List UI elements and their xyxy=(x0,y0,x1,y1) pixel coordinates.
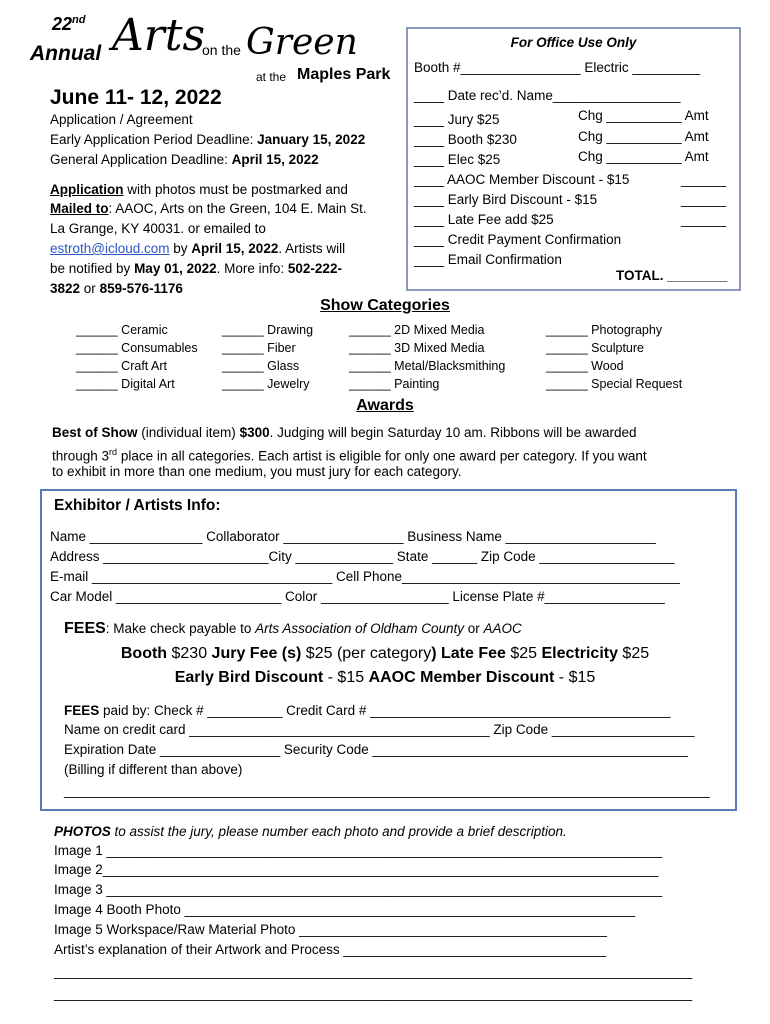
fees-paid-line[interactable]: FEES paid by: Check # __________ Credit Card # ________________________________________ xyxy=(64,703,671,718)
exhibitor-title: Exhibitor / Artists Info: xyxy=(54,497,221,514)
office-aaoc: ____ AAOC Member Discount - $15 xyxy=(414,172,630,187)
awards-title: Awards xyxy=(356,397,414,414)
category-fiber[interactable]: ______ Fiber xyxy=(222,341,296,355)
annual-number: 22nd xyxy=(52,14,86,34)
logo-park: Maples Park xyxy=(297,66,391,83)
exhibitor-car-line[interactable]: Car Model ______________________ Color _________________ License Plate #________________ xyxy=(50,589,665,604)
category-wood[interactable]: ______ Wood xyxy=(546,359,624,373)
category-glass[interactable]: ______ Glass xyxy=(222,359,300,373)
image-4-line[interactable]: Image 4 Booth Photo ____________________________________________________________ xyxy=(54,902,636,917)
general-deadline: General Application Deadline: April 15, 2022 xyxy=(50,152,319,167)
office-booth-chg: Chg __________ Amt xyxy=(578,129,709,144)
awards-line-2: through 3rd place in all categories. Each artist is eligible for only one award per category. If you want xyxy=(52,447,647,464)
application-instructions-1: Application with photos must be postmarked and xyxy=(50,182,348,197)
email-link[interactable]: estroth@icloud.com xyxy=(50,241,170,256)
billing-line[interactable]: ______________________________________________________________________________________ xyxy=(64,783,710,798)
expiration-line[interactable]: Expiration Date ________________ Security Code __________________________________________ xyxy=(64,742,688,757)
office-late-blank: ______ xyxy=(681,212,727,227)
billing-note: (Billing if different than above) xyxy=(64,762,243,777)
category-painting[interactable]: ______ Painting xyxy=(349,377,440,391)
image-3-line[interactable]: Image 3 __________________________________________________________________________ xyxy=(54,882,663,897)
category-jewelry[interactable]: ______ Jewelry xyxy=(222,377,310,391)
category-sculpture[interactable]: ______ Sculpture xyxy=(546,341,644,355)
event-dates: June 11- 12, 2022 xyxy=(50,86,222,109)
application-instructions-3: La Grange, KY 40031. or emailed to xyxy=(50,221,266,236)
office-aaoc-blank: ______ xyxy=(681,172,727,187)
application-instructions-6: 3822 or 859-576-1176 xyxy=(50,281,183,296)
awards-line-1: Best of Show (individual item) $300. Judging will begin Saturday 10 am. Ribbons will be awarded xyxy=(52,425,637,440)
office-jury-chg: Chg __________ Amt xyxy=(578,108,709,123)
image-5-line[interactable]: Image 5 Workspace/Raw Material Photo _________________________________________ xyxy=(54,922,607,937)
categories-title: Show Categories xyxy=(320,297,450,314)
category-digital-art[interactable]: ______ Digital Art xyxy=(76,377,175,391)
credit-card-name-line[interactable]: Name on credit card ________________________________________ Zip Code ___________________ xyxy=(64,722,695,737)
category-consumables[interactable]: ______ Consumables xyxy=(76,341,198,355)
awards-line-3: to exhibit in more than one medium, you must jury for each category. xyxy=(52,464,462,479)
photos-instructions: PHOTOS to assist the jury, please number each photo and provide a brief description. xyxy=(54,824,567,839)
category-column-3 xyxy=(349,321,505,393)
office-title: For Office Use Only xyxy=(510,35,637,50)
application-instructions-4: estroth@icloud.com by April 15, 2022. Artists will xyxy=(50,241,346,256)
office-booth-electric: Booth #________________ Electric _________ xyxy=(414,60,700,75)
fees-instructions: FEES: Make check payable to Arts Association of Oldham County or AAOC xyxy=(64,620,522,637)
logo-green: Green xyxy=(246,22,358,63)
category-drawing[interactable]: ______ Drawing xyxy=(222,323,314,337)
category-column-4 xyxy=(546,321,682,393)
image-2-line[interactable]: Image 2__________________________________________________________________________ xyxy=(54,862,659,877)
office-email: ____ Email Confirmation xyxy=(414,252,562,267)
application-agreement: Application / Agreement xyxy=(50,112,193,127)
exhibitor-email-line[interactable]: E-mail ________________________________ Cell Phone_____________________________________ xyxy=(50,569,680,584)
office-total: TOTAL. ________ xyxy=(616,268,728,283)
category-photography[interactable]: ______ Photography xyxy=(546,323,663,337)
category-craft-art[interactable]: ______ Craft Art xyxy=(76,359,168,373)
office-elec: ____ Elec $25 xyxy=(414,152,501,167)
logo-arts: Arts xyxy=(112,10,206,61)
category-3d-mixed-media[interactable]: ______ 3D Mixed Media xyxy=(349,341,485,355)
image-1-line[interactable]: Image 1 __________________________________________________________________________ xyxy=(54,843,663,858)
explanation-line[interactable]: Artist’s explanation of their Artwork and Process ___________________________________ xyxy=(54,942,607,957)
fees-list-1: Booth $230 Jury Fee (s) $25 (per category) Late Fee $25 Electricity $25 xyxy=(120,645,650,662)
explanation-blank-2[interactable]: _____________________________________________________________________________________ xyxy=(54,986,693,1001)
application-instructions-5: be notified by May 01, 2022. More info: 502-222- xyxy=(50,261,342,276)
category-2d-mixed-media[interactable]: ______ 2D Mixed Media xyxy=(349,323,485,337)
exhibitor-address-line[interactable]: Address ______________________City _____________ State ______ Zip Code __________________ xyxy=(50,549,675,564)
exhibitor-name-line[interactable]: Name _______________ Collaborator ________________ Business Name ____________________ xyxy=(50,529,656,544)
explanation-blank-1[interactable]: _____________________________________________________________________________________ xyxy=(54,964,693,979)
office-jury: ____ Jury $25 xyxy=(414,112,500,127)
office-elec-chg: Chg __________ Amt xyxy=(578,149,709,164)
logo-on-the: on the xyxy=(202,42,241,58)
office-late: ____ Late Fee add $25 xyxy=(414,212,554,227)
application-instructions-2: Mailed to: AAOC, Arts on the Green, 104 E. Main St. xyxy=(50,201,367,216)
office-early-blank: ______ xyxy=(681,192,727,207)
office-credit: ____ Credit Payment Confirmation xyxy=(414,232,622,247)
logo-at-the: at the xyxy=(256,70,287,84)
category-column-1 xyxy=(76,321,198,393)
category-special-request[interactable]: ______ Special Request xyxy=(546,377,683,391)
category-ceramic[interactable]: ______ Ceramic xyxy=(76,323,168,337)
annual-word: Annual xyxy=(30,42,102,65)
office-date-name: ____ Date rec’d. Name_________________ xyxy=(414,88,681,103)
category-metal[interactable]: ______ Metal/Blacksmithing xyxy=(349,359,506,373)
office-early: ____ Early Bird Discount - $15 xyxy=(414,192,598,207)
early-deadline: Early Application Period Deadline: January 15, 2022 xyxy=(50,132,366,147)
category-column-2 xyxy=(222,321,313,393)
fees-list-2: Early Bird Discount - $15 AAOC Member Discount - $15 xyxy=(174,669,596,686)
office-booth: ____ Booth $230 xyxy=(414,132,517,147)
